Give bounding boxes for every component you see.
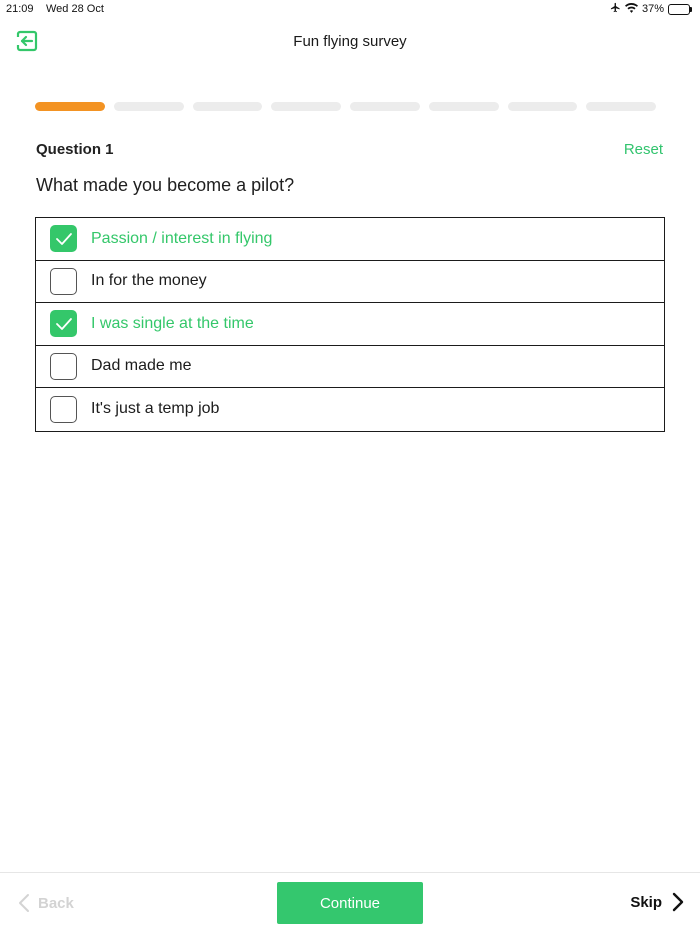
back-button[interactable] (18, 893, 74, 913)
progress-segment (508, 102, 578, 111)
status-time: 21:09 (6, 3, 34, 15)
continue-button[interactable]: Continue (277, 882, 423, 924)
checkbox[interactable] (50, 310, 77, 337)
question-number: Question 1 (36, 141, 114, 158)
status-date: Wed 28 Oct (46, 3, 104, 15)
progress-segment (350, 102, 420, 111)
status-indicators (610, 2, 692, 16)
footer-divider (0, 872, 700, 873)
progress-segment (429, 102, 499, 111)
chevron-left-icon (18, 893, 30, 913)
checkmark-icon (55, 232, 73, 246)
battery-icon (668, 4, 692, 15)
reset-button[interactable]: Reset (623, 141, 663, 158)
progress-segment (35, 102, 105, 111)
checkbox[interactable] (50, 396, 77, 423)
skip-label: Skip (630, 893, 662, 911)
chevron-right-icon (672, 892, 684, 912)
battery-percentage: 37% (641, 3, 664, 15)
answer-options (35, 217, 665, 432)
option-label: In for the money (91, 272, 207, 290)
checkbox[interactable] (50, 225, 77, 252)
answer-option[interactable] (36, 303, 664, 346)
option-label: I was single at the time (91, 314, 254, 332)
progress-segment (114, 102, 184, 111)
progress-segment (193, 102, 263, 111)
progress-segment (586, 102, 656, 111)
answer-option[interactable] (36, 388, 664, 431)
back-label: Back (38, 894, 74, 912)
skip-button[interactable] (630, 892, 684, 912)
page-title: Fun flying survey (293, 33, 407, 50)
option-label: Passion / interest in flying (91, 229, 273, 247)
answer-option[interactable] (36, 218, 664, 261)
header (0, 28, 700, 56)
checkbox[interactable] (50, 353, 77, 380)
checkmark-icon (55, 317, 73, 331)
checkbox[interactable] (50, 268, 77, 295)
status-bar (0, 0, 700, 20)
progress-indicator (35, 102, 656, 111)
wifi-icon (625, 3, 638, 16)
progress-segment (271, 102, 341, 111)
question-text: What made you become a pilot? (36, 175, 295, 195)
option-label: Dad made me (91, 357, 192, 375)
answer-option[interactable] (36, 261, 664, 304)
option-label: It's just a temp job (91, 400, 220, 418)
airplane-mode-icon (610, 2, 621, 16)
answer-option[interactable] (36, 346, 664, 389)
